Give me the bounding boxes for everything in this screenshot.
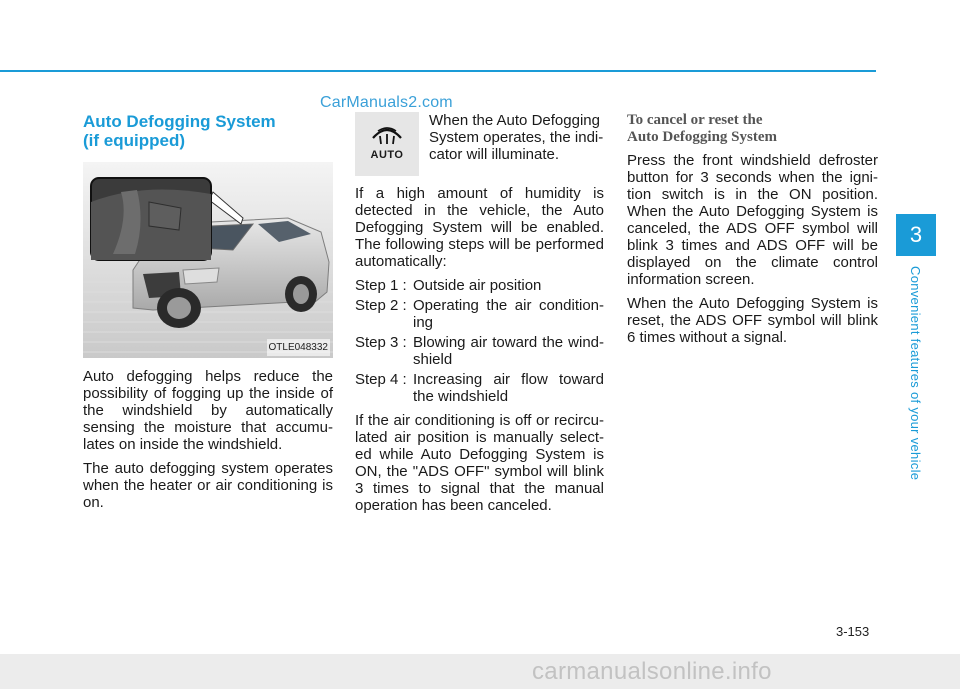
body-paragraph: Auto defogging helps reduce the possibility of fogging up the inside of the windshield by automatically sensing the moisture that accumu-lates on inside the windshield. [83,368,333,453]
watermark-bottom[interactable]: carmanualsonline.info [532,658,772,685]
step-item [355,297,604,331]
body-paragraph: If the air conditioning is off or recircu-lated air position is manually select-ed while Auto Defogging System is ON, the "ADS OFF" symbol will blink 3 times to signal that the manual operation has been canceled. [355,412,604,514]
page-number: 3-153 [836,624,870,639]
column-right [627,112,878,353]
chapter-number-tab: 3 [896,214,936,256]
vehicle-figure [83,162,333,358]
auto-defog-indicator [355,112,419,176]
body-paragraph: If a high amount of humidity is detected in the vehicle, the Auto Defogging System will be enabled. The following steps will be performed automatically: [355,185,604,270]
column-middle [355,112,604,521]
section-title [83,112,333,150]
figure-code: OTLE048332 [267,339,331,356]
body-paragraph: Press the front windshield defroster button for 3 seconds when the igni-tion switch is in the ON position. When the Auto Defogging System is canceled, the ADS OFF symbol will blink 3 times and ADS OFF will be displayed on the climate control information screen. [627,152,878,288]
step-text: Increasing air flow toward the windshield [413,371,604,405]
subsection-title-line1: To cancel or reset the [627,112,763,128]
indicator-description: When the Auto Defogging System operates, the indi-cator will illuminate. [429,112,604,163]
defrost-icon [370,124,404,146]
step-text: Outside air position [413,277,542,294]
step-text: Operating the air condition-ing [413,297,604,331]
step-number: Step 2 : [355,297,407,314]
step-text: Blowing air toward the wind-shield [413,334,604,368]
chapter-title-vertical: Convenient features of your vehicle [908,266,923,481]
section-title-line1: Auto Defogging System [83,112,276,131]
watermark-top[interactable]: CarManuals2.com [320,94,453,111]
indicator-row [355,112,604,176]
step-number: Step 1 : [355,277,407,294]
step-number: Step 4 : [355,371,407,388]
body-paragraph: The auto defogging system operates when the heater or air conditioning is on. [83,460,333,511]
step-item [355,277,604,294]
vehicle-illustration [83,162,333,358]
footer-bar [0,654,960,689]
step-list [355,277,604,405]
body-paragraph: When the Auto Defogging System is reset, the ADS OFF symbol will blink 6 times without a signal. [627,295,878,346]
column-left [83,112,333,518]
step-number: Step 3 : [355,334,407,351]
section-title-line2: (if equipped) [83,131,185,150]
subsection-title [627,112,878,146]
indicator-label: AUTO [370,149,404,161]
subsection-title-line2: Auto Defogging System [627,129,777,145]
header-rule [0,70,876,72]
step-item [355,334,604,368]
step-item [355,371,604,405]
